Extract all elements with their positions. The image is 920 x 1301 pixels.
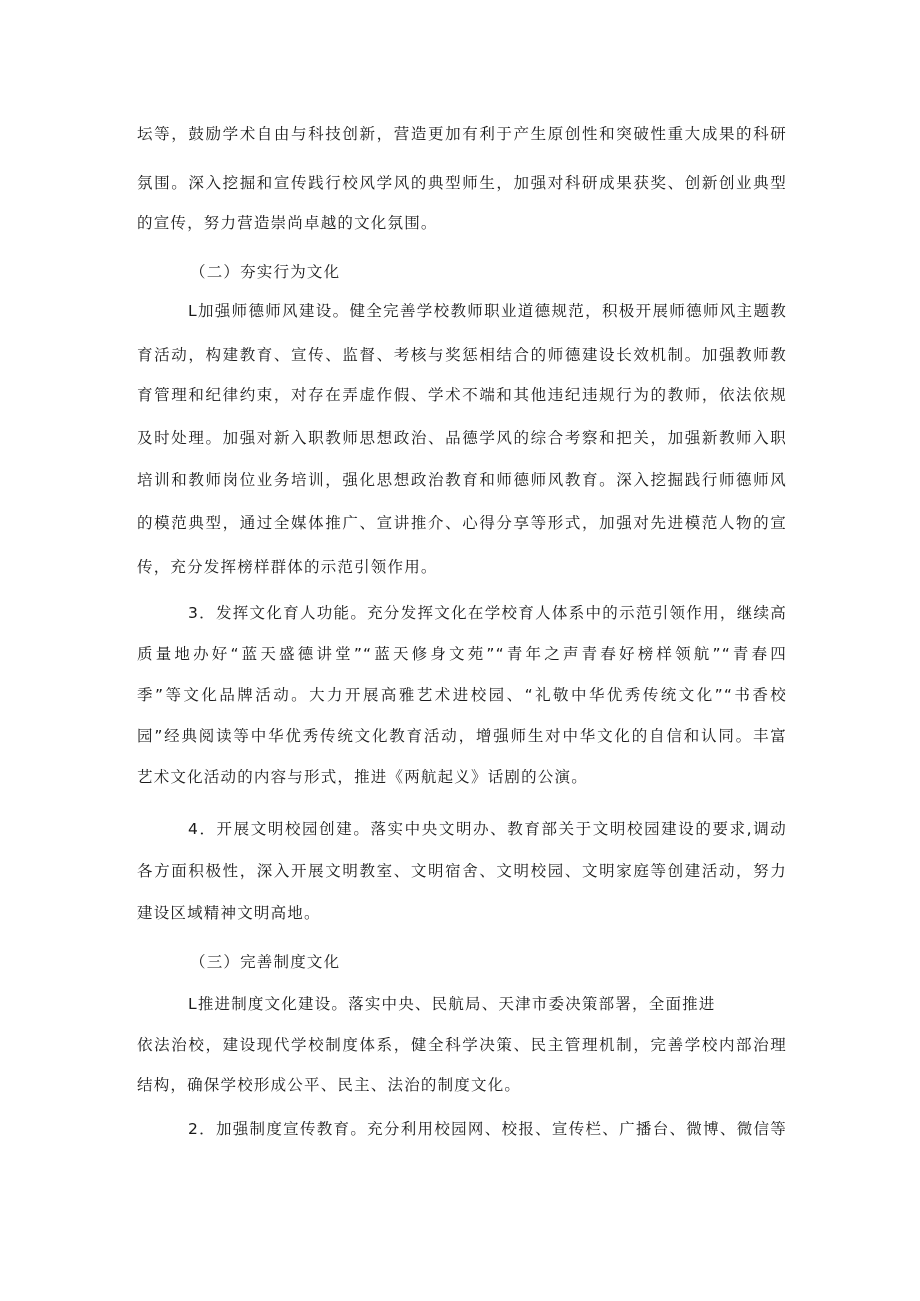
section-heading: （三）完善制度文化 — [190, 953, 341, 971]
paragraph-line: 育管理和纪律约束，对存在弄虚作假、学术不端和其他违纪违规行为的教师，依法依规 — [137, 386, 787, 404]
paragraph-line: 质量地办好“蓝天盛德讲堂”“蓝天修身文苑”“青年之声青春好榜样领航”“青春四 — [137, 645, 787, 663]
paragraph-line: 园”经典阅读等中华优秀传统文化教育活动，增强师生对中华文化的自信和认同。丰富 — [137, 727, 787, 745]
paragraph-line: 及时处理。加强对新入职教师思想政治、品德学风的综合考察和把关，加强新教师入职 — [137, 429, 787, 447]
paragraph-line: 结构，确保学校形成公平、民主、法治的制度文化。 — [137, 1076, 522, 1094]
paragraph-line: 育活动，构建教育、宣传、监督、考核与奖惩相结合的师德建设长效机制。加强教师教 — [137, 346, 787, 364]
paragraph-line: 建设区域精神文明高地。 — [137, 904, 321, 922]
paragraph-line: 艺术文化活动的内容与形式，推进《两航起义》话剧的公演。 — [137, 768, 588, 786]
paragraph-line: 2．加强制度宣传教育。充分利用校园网、校报、宣传栏、广播台、微博、微信等 — [188, 1120, 787, 1138]
paragraph-line: L推进制度文化建设。落实中央、民航局、天津市委决策部署，全面推进 — [188, 995, 716, 1013]
paragraph-line: 坛等，鼓励学术自由与科技创新，营造更加有利于产生原创性和突破性重大成果的科研 — [137, 125, 787, 143]
paragraph-line: 4．开展文明校园创建。落实中央文明办、教育部关于文明校园建设的要求,调动 — [188, 820, 787, 838]
paragraph-line: 传，充分发挥榜样群体的示范引领作用。 — [137, 558, 438, 576]
paragraph-line: 季”等文化品牌活动。大力开展高雅艺术进校园、“礼敬中华优秀传统文化”“书香校 — [137, 686, 787, 704]
section-heading: （二）夯实行为文化 — [190, 263, 341, 281]
paragraph-line: 氛围。深入挖掘和宣传践行校风学风的典型师生，加强对科研成果获奖、创新创业典型 — [137, 174, 787, 192]
paragraph-line: 的模范典型，通过全媒体推广、宣讲推介、心得分享等形式，加强对先进模范人物的宣 — [137, 514, 787, 532]
paragraph-line: L加强师德师风建设。健全完善学校教师职业道德规范，积极开展师德师风主题教 — [188, 302, 787, 320]
paragraph-line: 各方面积极性，深入开展文明教室、文明宿舍、文明校园、文明家庭等创建活动，努力 — [137, 862, 787, 880]
paragraph-line: 的宣传，努力营造崇尚卓越的文化氛围。 — [137, 214, 438, 232]
paragraph-line: 3．发挥文化育人功能。充分发挥文化在学校育人体系中的示范引领作用，继续高 — [188, 604, 787, 622]
paragraph-line: 培训和教师岗位业务培训，强化思想政治教育和师德师风教育。深入挖掘践行师德师风 — [137, 471, 787, 489]
paragraph-line: 依法治校，建设现代学校制度体系，健全科学决策、民主管理机制，完善学校内部治理 — [137, 1036, 787, 1054]
